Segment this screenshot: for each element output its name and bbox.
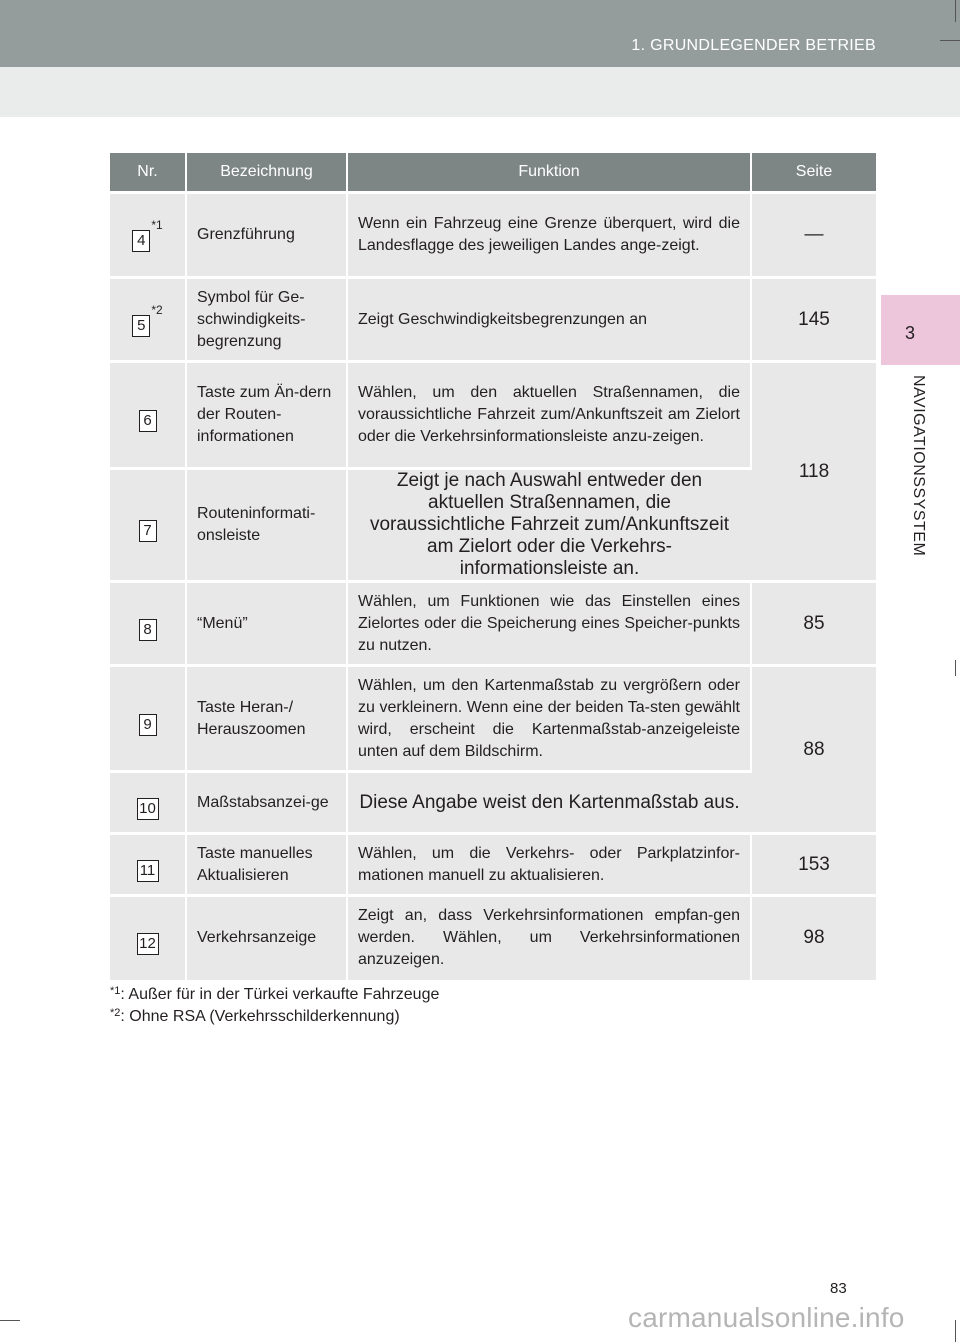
callout-number: 11 (137, 860, 159, 882)
function-cell: Wählen, um den Kartenmaßstab zu vergrößern oder zu verkleinern. Wenn eine der beiden Ta-sten gewählt wird, erscheint die Kartenmaßstab-anzeigeleiste unten auf dem Bildschirm. (347, 666, 751, 772)
page-cell: 98 (751, 896, 876, 980)
callout-number: 4 (132, 230, 150, 252)
page-cell: 85 (751, 582, 876, 666)
crop-mark (955, 1320, 956, 1342)
column-header: Bezeichnung (186, 153, 347, 193)
table-row (110, 193, 876, 278)
function-cell: Zeigt Geschwindigkeitsbegrenzungen an (347, 278, 751, 362)
name-cell: Grenzführung (186, 193, 347, 278)
footnote-text: : Außer für in der Türkei verkaufte Fahrzeuge (120, 986, 440, 1003)
table-row (110, 834, 876, 896)
name-cell: Taste Heran-/ Herauszoomen (186, 666, 347, 772)
page-cell: — (751, 193, 876, 278)
function-cell: Wählen, um Funktionen wie das Einstellen eines Zielortes oder die Speicherung eines Speicher-punkts zu nutzen. (347, 582, 751, 666)
name-cell: Symbol für Ge-schwindigkeits-begrenzung (186, 278, 347, 362)
callout-number: 6 (139, 410, 157, 432)
callout-number: 7 (139, 520, 157, 542)
function-cell: Wenn ein Fahrzeug eine Grenze überquert, wird die Landesflagge des jeweiligen Landes ange-zeigt. (347, 193, 751, 278)
name-cell: “Menü” (186, 582, 347, 666)
column-header: Nr. (110, 153, 186, 193)
footnote-marker: *1 (151, 218, 163, 232)
name-cell: Routeninformati-onsleiste (186, 469, 347, 582)
table-row (110, 896, 876, 980)
row-number-cell (110, 666, 186, 772)
crop-mark (955, 660, 956, 676)
row-number-cell (110, 772, 186, 834)
page-cell: 153 (751, 834, 876, 896)
footnotes (110, 984, 439, 1028)
crop-mark (0, 1320, 20, 1321)
footnote (110, 1006, 439, 1028)
table-row (110, 582, 876, 666)
function-cell: Wählen, um die Verkehrs- oder Parkplatzinfor-mationen manuell zu aktualisieren. (347, 834, 751, 896)
footnote (110, 984, 439, 1006)
page-cell: 118 (751, 362, 876, 582)
row-number-cell (110, 193, 186, 278)
table-row (110, 278, 876, 362)
row-number-cell (110, 278, 186, 362)
function-cell: Wählen, um den aktuellen Straßennamen, die voraussichtliche Fahrzeit zum/Ankunftszeit am Zielort oder die Verkehrsinformationsleiste anzu-zeigen. (347, 362, 751, 469)
name-cell: Taste zum Än-dern der Routen-informationen (186, 362, 347, 469)
chapter-title: NAVIGATIONSSYSTEM (910, 375, 927, 557)
header-bar (0, 0, 960, 67)
chapter-tab (881, 295, 960, 365)
row-number-cell (110, 582, 186, 666)
callout-number: 10 (137, 798, 159, 820)
footnote-text: : Ohne RSA (Verkehrsschilderkennung) (120, 1008, 400, 1025)
section-title: 1. GRUNDLEGENDER BETRIEB (631, 37, 876, 54)
callout-number: 8 (139, 619, 157, 641)
callout-number: 9 (139, 714, 157, 736)
column-header: Funktion (347, 153, 751, 193)
callout-number: 5 (132, 315, 150, 337)
footnote-mark: *2 (110, 1007, 121, 1019)
table-row (110, 362, 876, 469)
table-row (110, 666, 876, 772)
function-cell: Zeigt je nach Auswahl entweder den aktuellen Straßennamen, die voraussichtliche Fahrzeit zum/Ankunftszeit am Zielort oder die Verkehrs-informationsleiste an. (347, 469, 751, 582)
watermark: carmanualsonline.info (628, 1302, 905, 1333)
table-header-row (110, 153, 876, 193)
name-cell: Verkehrsanzeige (186, 896, 347, 980)
page-number: 83 (830, 1280, 847, 1297)
row-number-cell (110, 362, 186, 469)
function-table (110, 153, 876, 980)
chapter-label-tab (881, 365, 960, 595)
page-cell: 88 (751, 666, 876, 834)
chapter-number: 3 (905, 323, 916, 343)
header-band (0, 67, 960, 117)
function-cell: Zeigt an, dass Verkehrsinformationen empfan-gen werden. Wählen, um Verkehrsinformationen anzuzeigen. (347, 896, 751, 980)
footnote-mark: *1 (110, 985, 121, 997)
column-header: Seite (751, 153, 876, 193)
name-cell: Maßstabsanzei-ge (186, 772, 347, 834)
row-number-cell (110, 469, 186, 582)
footnote-marker: *2 (151, 302, 163, 317)
function-cell: Diese Angabe weist den Kartenmaßstab aus. (347, 772, 751, 834)
name-cell: Taste manuelles Aktualisieren (186, 834, 347, 896)
crop-mark (955, 0, 956, 22)
row-number-cell (110, 834, 186, 896)
callout-number: 12 (137, 933, 159, 955)
page-cell: 145 (751, 278, 876, 362)
crop-mark (940, 40, 960, 41)
row-number-cell (110, 896, 186, 980)
